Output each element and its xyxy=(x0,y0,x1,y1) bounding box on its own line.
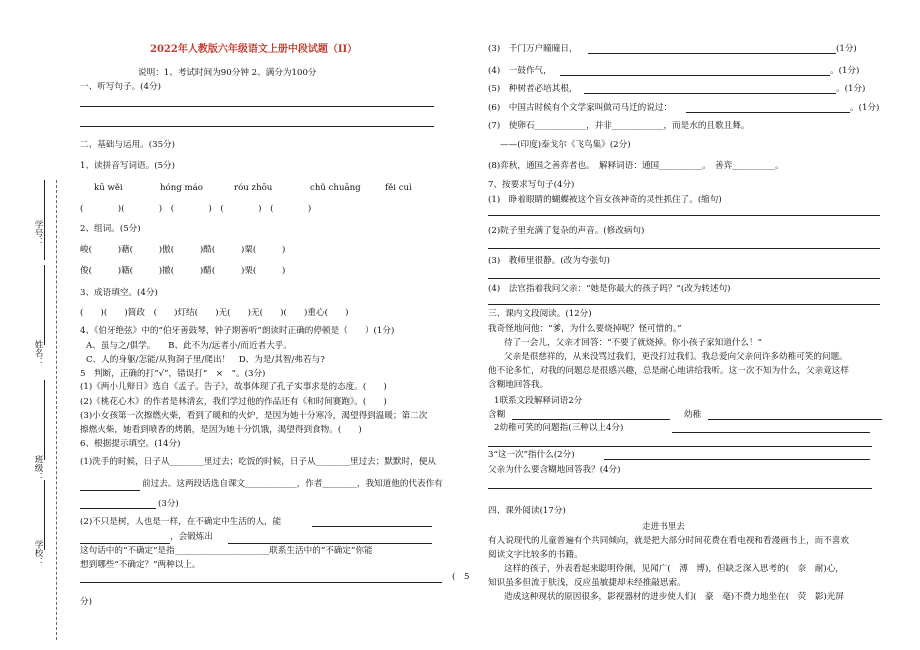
q1-text: 1、读拼音写词语。(5分) xyxy=(80,161,175,171)
r4-score: 。(1分) xyxy=(830,66,860,76)
answer-line[interactable] xyxy=(488,446,872,447)
q6-2-score-unit: 分) xyxy=(80,597,92,607)
q5-item-3a: (3)小女孩第一次擦燃火柴，看到了暖和的火炉，是因为她十分寒冷，渴望得到温暖；第二次 xyxy=(80,411,428,421)
passage-line-2: 待了一会儿，父亲才回答：“不要了就烧掉。你小孩子家知道什么！” xyxy=(504,338,763,348)
q7-heading: 7、按要求写句子(4分) xyxy=(488,180,575,190)
school-field[interactable] xyxy=(44,480,45,550)
name-label: 姓名： xyxy=(33,340,43,366)
q6-1-line-2: 前过去。这两段话选自课文____________，作者________，我知道他的代表作有 xyxy=(142,479,443,489)
q5-item-1: (1)《两小儿辩日》选自《孟子。告子》，故事体现了孔子实事求是的态度。( ) xyxy=(80,382,387,392)
ext-line-3: 造成这种现状的原因很多，影视器材的进步使人们( 豪 毫)不费力地坐在( 荧 影)光屏 xyxy=(504,592,844,602)
answer-line[interactable] xyxy=(80,490,140,491)
rq1-word-b: 幼稚 xyxy=(684,410,702,420)
exam-title: 2022年人教版六年级语文上册中段试题（II） xyxy=(150,44,358,55)
ext-line-2a: 这样的孩子，外表看起来聪明伶俐，见闻广( 溥 博)，但缺乏深入思考的( 奈 耐)心， xyxy=(504,564,844,574)
q6-1-score: (3分) xyxy=(158,499,179,509)
answer-line[interactable] xyxy=(488,304,880,305)
exam-note: 说明：1、考试时间为90分钟 2、满分为100分 xyxy=(138,68,317,78)
r8-text: (8)弈秋，通国之善弈者也。 解释词语：通国__________。 善弈__________。 xyxy=(488,161,784,171)
q4-options-cd: C、人的身躯/怎能/从狗洞子里/爬出！ D、为是/其智/弗若与? xyxy=(86,355,325,365)
pinyin-4: chǔ chuāng xyxy=(310,183,361,193)
rq1-text: 1联系文段解释词语2分 xyxy=(494,396,583,406)
answer-line[interactable] xyxy=(488,248,880,249)
pinyin-5: fěi cuì xyxy=(385,183,412,193)
answer-line[interactable] xyxy=(80,508,156,509)
ext-line-2b: 知识虽多但流于肤浅，反应虽敏捷却未经推敲思索。 xyxy=(488,578,686,588)
class-label: 班级： xyxy=(33,455,43,481)
q7-1: (1) 睁着眼睛的蝴蝶被这个盲女孩神奇的灵性抓住了。(缩句) xyxy=(488,195,722,205)
answer-line[interactable] xyxy=(488,278,880,279)
r4-text: (4) 一鼓作气， xyxy=(488,66,552,76)
passage-line-1: 我奇怪地问他：“爹，为什么要烧掉呢？怪可惜的。” xyxy=(488,324,682,334)
pinyin-3: róu zhōu xyxy=(234,183,273,193)
answer-line[interactable] xyxy=(80,582,442,583)
q7-4: (4) 法官指着我问父亲：“她是你最大的孩子吗？”(改为转述句) xyxy=(488,284,731,294)
q7-2: (2)院子里充满了复杂的声音。(修改病句) xyxy=(488,226,645,236)
answer-line[interactable] xyxy=(708,419,882,420)
passage-title: 走进书里去 xyxy=(642,522,685,532)
q6-2-line-3: 这句话中的“不确定”是指______________________联系生活中的“不确定”你能 xyxy=(80,546,373,556)
answer-line[interactable] xyxy=(488,488,872,489)
r7-source: ——(印度)泰戈尔《飞鸟集》(2分) xyxy=(500,140,631,150)
answer-line[interactable] xyxy=(588,53,836,54)
r5-text: (5) 种树者必培其根， xyxy=(488,84,578,94)
idiom-row[interactable]: ( )( )简政 ( )灯结( )无( )无( )( )重心( ) xyxy=(80,308,349,318)
answer-line[interactable] xyxy=(604,459,870,460)
rq3-text: 3“这一次”指什么(2分) xyxy=(488,450,575,460)
section-2-heading: 二、基础与运用。(35分) xyxy=(80,140,175,150)
answer-line[interactable] xyxy=(80,126,434,127)
passage-line-3a: 父亲是很慈祥的，从来没骂过我们，更没打过我们。我总爱向父亲问许多幼稚可笑的问题。 xyxy=(504,352,848,362)
section-3-heading: 三、课内文段阅读。(12分) xyxy=(488,309,592,319)
answer-line[interactable] xyxy=(560,75,830,76)
student-id-label: 学号： xyxy=(33,220,43,246)
q4-options-ab: A、虽与之/俱学。 B、此不为/远者小/而近者大乎。 xyxy=(86,341,292,351)
ext-line-1b: 阅读文字比较多的书籍。 xyxy=(488,550,583,560)
q5-text: 5 判断，正确的打“√”，错误打“ × ”。(3分) xyxy=(80,369,266,379)
answer-line[interactable] xyxy=(80,106,434,107)
q4-text: 4、《伯牙绝弦》中的“伯牙善鼓琴，钟子期善听”朗读时正确的停顿是（ ）(1分) xyxy=(80,326,395,336)
section-1-heading: 一、听写句子。(4分) xyxy=(80,82,161,92)
q5-item-2: (2)《桃花心木》的作者是林清玄，我们学过他的作品还有《和时间赛跑》。( ) xyxy=(80,397,387,407)
q3-text: 3、成语填空。(4分) xyxy=(80,288,158,298)
answer-line[interactable] xyxy=(228,543,432,544)
rq1-word-a: 含糊 xyxy=(488,410,506,420)
section-4-heading: 四、课外阅读(17分) xyxy=(488,506,566,516)
class-field[interactable] xyxy=(44,380,45,460)
r3-text: (3) 千门万户曈曈日， xyxy=(488,44,578,54)
r6-text: (6) 中国古时候有个文学家叫做司马迁的说过： xyxy=(488,103,673,113)
q6-2-score: ( 5 xyxy=(452,572,470,582)
answer-line[interactable] xyxy=(672,432,870,433)
r3-score: (1分) xyxy=(836,44,857,54)
answer-line[interactable] xyxy=(584,93,836,94)
binding-dashed-line xyxy=(56,180,57,640)
r7-text: (7) 使卵石____________，并非____________，而是水的且歌且舞。 xyxy=(488,121,750,131)
passage-line-3b: 他不论多忙，对我的问题总是很感兴趣，总是耐心地讲给我听。这一次不知为什么，父亲竟这样 xyxy=(488,366,849,376)
pinyin-2: hóng máo xyxy=(160,183,203,193)
school-label: 学校： xyxy=(33,540,43,566)
answer-line[interactable] xyxy=(686,112,850,113)
ext-line-1a: 有人说现代的儿童普遍有个共同倾向，就是把大部分时间花费在看电视和看漫画书上，而不喜欢 xyxy=(488,536,849,546)
rq2-text: 2幼稚可笑的问题指(三种以上4分) xyxy=(494,423,624,433)
q6-text: 6、根据提示填空。(14分) xyxy=(80,439,181,449)
q2-text: 2、组词。(5分) xyxy=(80,224,141,234)
pinyin-1: kū wěi xyxy=(94,183,123,193)
answer-line[interactable] xyxy=(312,526,432,527)
q6-1-line-1: (1)洗手的时候，日子从________里过去；吃饭的时候，日子从________里过去；默默时，便从 xyxy=(80,457,436,467)
q6-2-line-1: (2)不只是树，人也是一样，在不确定中生活的人，能 xyxy=(80,517,282,527)
q6-2-line-4: 想到哪些“不确定？”两种以上。 xyxy=(80,560,201,570)
answer-line[interactable] xyxy=(488,215,880,216)
word-group-row-1[interactable]: 峻( )藉( )傲( )酷( )粟( ) xyxy=(80,245,286,255)
r6-score: 。(1分) xyxy=(850,103,880,113)
student-id-field[interactable] xyxy=(44,180,45,260)
passage-line-3c: 含糊地回答我。 xyxy=(488,380,549,390)
q6-2-line-2: ，会锻炼出 xyxy=(170,532,213,542)
q7-3: (3) 教师里很静。(改为夸张句) xyxy=(488,256,611,266)
r5-score: 。(1分) xyxy=(836,84,866,94)
pinyin-answer-brackets[interactable]: ( )( ) ( ) ( ) ( ) xyxy=(80,204,312,214)
answer-line[interactable] xyxy=(80,543,170,544)
answer-line[interactable] xyxy=(512,419,670,420)
rq4-text: 父亲为什么要含糊地回答我？(4分) xyxy=(488,465,621,475)
word-group-row-2[interactable]: 俊( )籍( )撤( )醋( )栗( ) xyxy=(80,266,286,276)
q5-item-3b: 擦燃火柴，她看到喷香的烤鹅，是因为她十分饥饿，渴望得到食物。( ) xyxy=(80,425,362,435)
name-field[interactable] xyxy=(44,265,45,345)
